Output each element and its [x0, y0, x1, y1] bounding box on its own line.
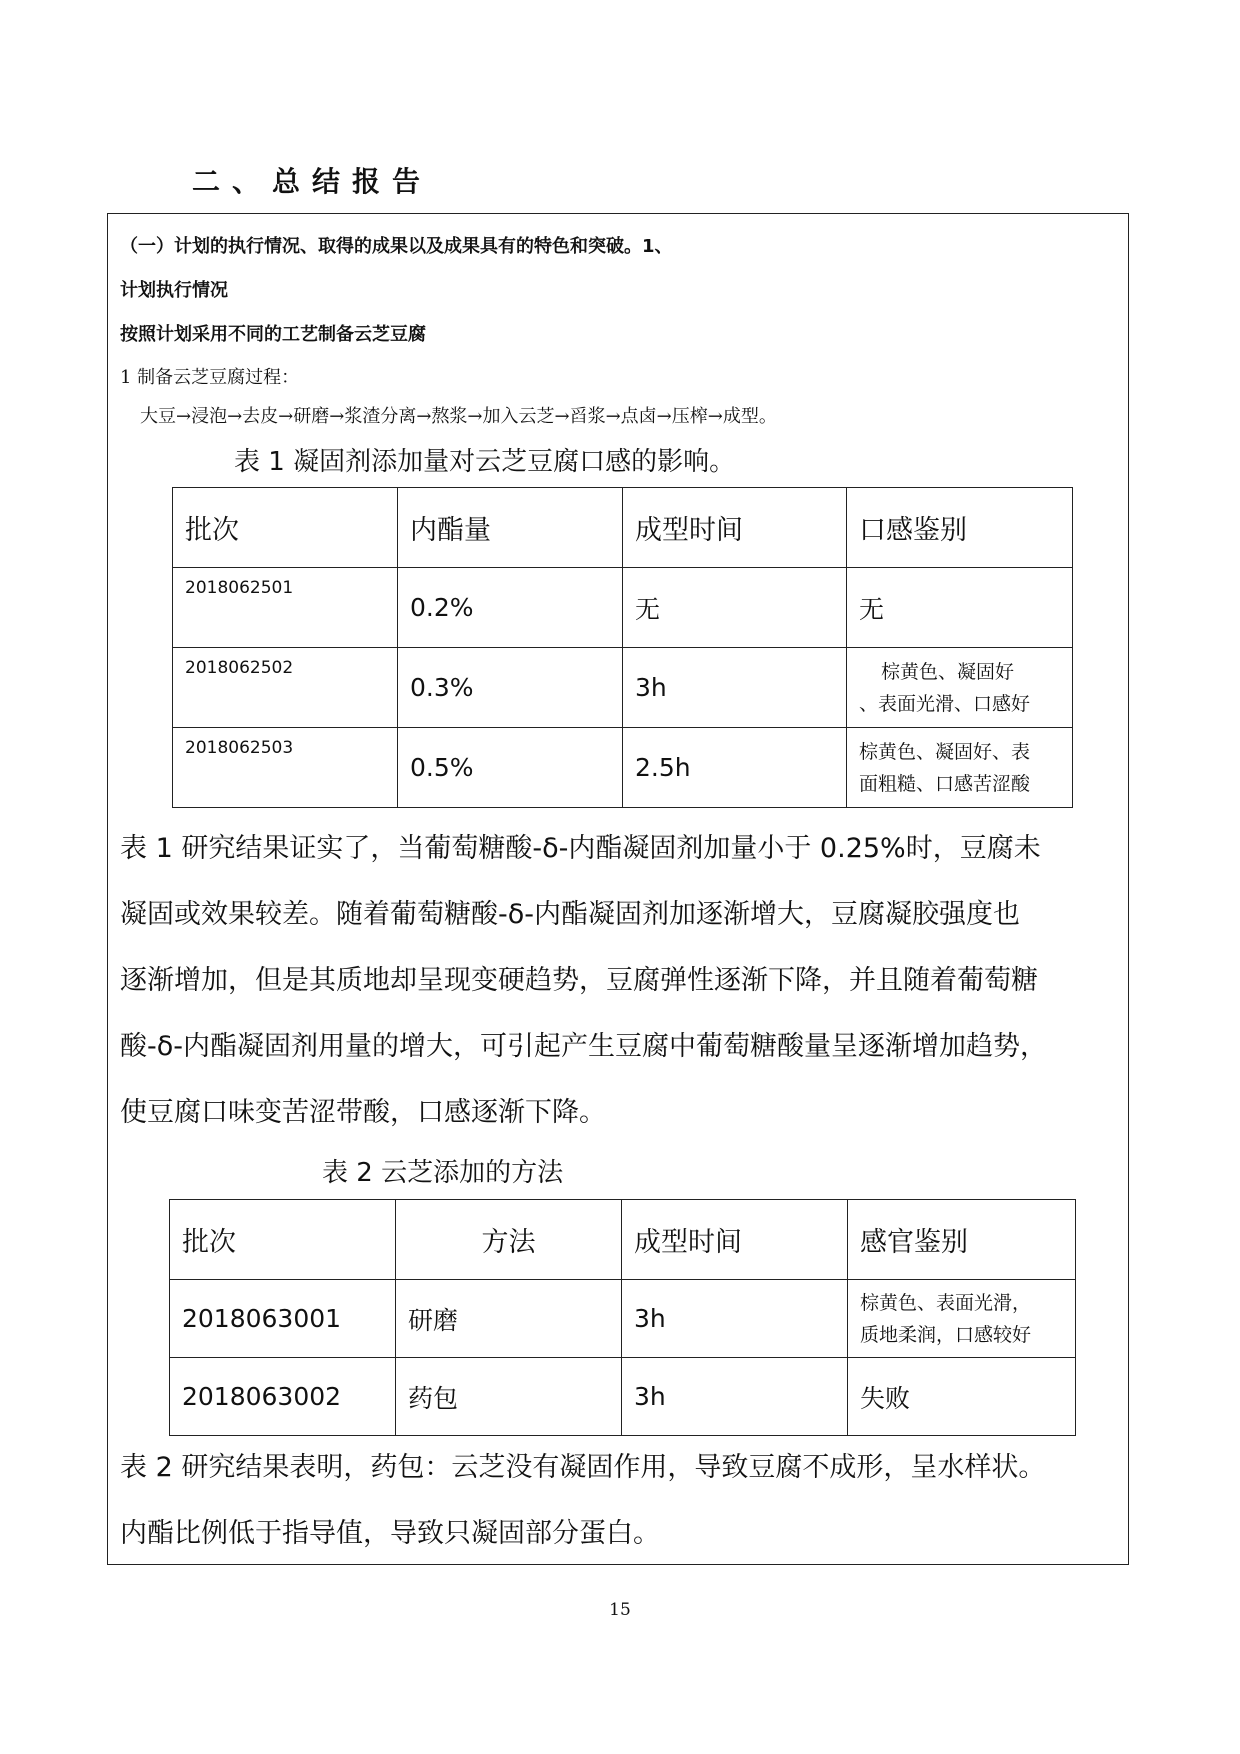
intro-subheading: 计划执行情况 — [120, 280, 228, 301]
table2 — [169, 1199, 1076, 1436]
table-row — [173, 648, 1073, 728]
taste-line-2: 面粗糙、口感苦涩酸 — [859, 772, 1031, 795]
intro-heading: （一）计划的执行情况、取得的成果以及成果具有的特色和突破。1、 — [120, 236, 673, 257]
sense-cell — [848, 1280, 1076, 1358]
sense-line-1: 棕黄色、表面光滑， — [860, 1291, 1032, 1314]
time-cell: 2.5h — [623, 728, 847, 808]
batch-cell: 2018062502 — [173, 648, 398, 728]
amount-cell: 0.3% — [398, 648, 623, 728]
sense-line-1: 失败 — [860, 1383, 911, 1413]
report-frame — [107, 213, 1129, 1565]
batch-cell: 2018062503 — [173, 728, 398, 808]
time-cell: 3h — [623, 648, 847, 728]
process-flow: 大豆→浸泡→去皮→研磨→浆渣分离→熬浆→加入云芝→舀浆→点卤→压榨→成型。 — [140, 406, 777, 427]
paragraph-1-line: 酸-δ-内酯凝固剂用量的增大，可引起产生豆腐中葡萄糖酸量呈逐渐增加趋势， — [120, 1031, 1048, 1062]
table1-header-time: 成型时间 — [623, 488, 847, 568]
paragraph-2-line: 内酯比例低于指导值，导致只凝固部分蛋白。 — [120, 1518, 660, 1549]
table-row — [170, 1280, 1076, 1358]
table2-header-method: 方法 — [396, 1200, 622, 1280]
taste-line-1: 棕黄色、凝固好 — [881, 660, 1015, 683]
table1-header-row — [173, 488, 1073, 568]
batch-cell: 2018063002 — [170, 1358, 396, 1436]
taste-cell — [847, 568, 1073, 648]
table2-header-sense: 感官鉴别 — [848, 1200, 1076, 1280]
table2-caption: 表 2 云芝添加的方法 — [322, 1158, 564, 1188]
taste-cell — [847, 648, 1073, 728]
table2-header-batch: 批次 — [170, 1200, 396, 1280]
sense-line-2: 质地柔润，口感较好 — [860, 1323, 1032, 1346]
paragraph-2-line: 表 2 研究结果表明，药包：云芝没有凝固作用，导致豆腐不成形，呈水样状。 — [120, 1452, 1046, 1483]
paragraph-1-line: 逐渐增加，但是其质地却呈现变硬趋势，豆腐弹性逐渐下降，并且随着葡萄糖 — [120, 965, 1038, 996]
method-cell: 研磨 — [396, 1280, 622, 1358]
taste-line-2: 、表面光滑、口感好 — [859, 692, 1031, 715]
paragraph-1-line: 表 1 研究结果证实了，当葡萄糖酸-δ-内酯凝固剂加量小于 0.25%时，豆腐未 — [120, 833, 1041, 864]
time-cell: 无 — [623, 568, 847, 648]
paragraph-1-line: 使豆腐口味变苦涩带酸，口感逐渐下降。 — [120, 1097, 606, 1128]
time-cell: 3h — [622, 1358, 848, 1436]
table-row — [173, 568, 1073, 648]
amount-cell: 0.2% — [398, 568, 623, 648]
table-row — [173, 728, 1073, 808]
paragraph-1-line: 凝固或效果较差。随着葡萄糖酸-δ-内酯凝固剂加逐渐增大，豆腐凝胶强度也 — [120, 899, 1021, 930]
section-title: 二、总结报告 — [192, 165, 433, 198]
table1 — [172, 487, 1073, 808]
table-row — [170, 1358, 1076, 1436]
table1-header-amount: 内酯量 — [398, 488, 623, 568]
table1-header-batch: 批次 — [173, 488, 398, 568]
taste-line-1: 无 — [859, 594, 885, 624]
sense-cell — [848, 1358, 1076, 1436]
amount-cell: 0.5% — [398, 728, 623, 808]
batch-cell: 2018063001 — [170, 1280, 396, 1358]
batch-cell: 2018062501 — [173, 568, 398, 648]
method-cell: 药包 — [396, 1358, 622, 1436]
paragraph-1 — [120, 816, 1120, 1146]
table2-header-row — [170, 1200, 1076, 1280]
process-title: 1 制备云芝豆腐过程： — [120, 367, 300, 388]
time-cell: 3h — [622, 1280, 848, 1358]
table2-header-time: 成型时间 — [622, 1200, 848, 1280]
taste-line-1: 棕黄色、凝固好、表 — [859, 740, 1031, 763]
table1-header-taste: 口感鉴别 — [847, 488, 1073, 568]
table1-caption: 表 1 凝固剂添加量对云芝豆腐口感的影响。 — [234, 447, 736, 477]
intro-plan-text: 按照计划采用不同的工艺制备云芝豆腐 — [120, 324, 426, 345]
taste-cell — [847, 728, 1073, 808]
page-number: 15 — [609, 1600, 631, 1620]
paragraph-2 — [120, 1435, 1120, 1567]
